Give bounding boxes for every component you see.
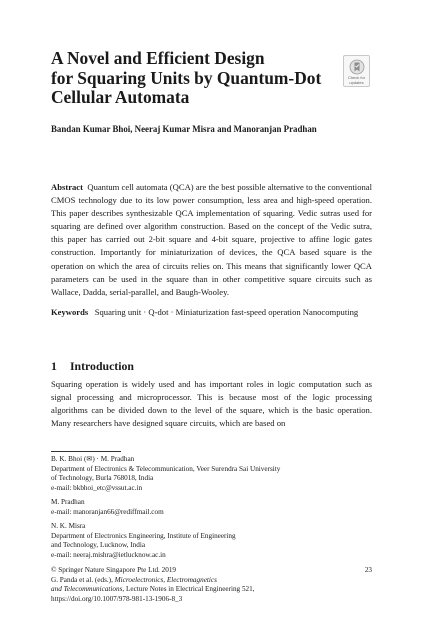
keywords-label: Keywords	[51, 307, 89, 317]
affiliation-line: M. Pradhan	[51, 498, 85, 506]
check-for-updates-badge[interactable]	[343, 55, 370, 87]
affiliation-line: B. K. Bhoi (✉) · M. Pradhan	[51, 455, 135, 463]
section-number: 1	[51, 359, 57, 373]
section-title: Introduction	[69, 359, 134, 373]
doi-link[interactable]: https://doi.org/10.1007/978-981-13-1906-8_3	[51, 595, 183, 604]
affiliation-email[interactable]: e-mail: neeraj.mishra@ietlucknow.ac.in	[51, 551, 166, 560]
copyright-line: © Springer Nature Singapore Pte Ltd. 2019	[51, 566, 177, 574]
affiliation-email[interactable]: e-mail: bkbhoi_etc@vssut.ac.in	[51, 484, 143, 493]
author-list: Bandan Kumar Bhoi, Neeraj Kumar Misra and Manoranjan Pradhan	[51, 124, 317, 134]
badge-label	[348, 76, 365, 85]
affiliation-line: Department of Electronics Engineering, Institute of Engineering	[51, 531, 236, 540]
affiliation-line: and Technology, Lucknow, India	[51, 541, 146, 550]
badge-label-line: Check for	[347, 75, 366, 80]
badge-label-line: updates	[349, 79, 364, 85]
affiliation-line: N. K. Misra	[51, 522, 86, 530]
publication-footer	[51, 566, 372, 605]
affiliation-block	[51, 455, 351, 494]
affiliation-block	[51, 522, 351, 561]
page-number: 23	[364, 566, 372, 574]
abstract-text: Quantum cell automata (QCA) are the best possible alternative to the conventional CMOS technology due to its low power consumption, less area and high-speed operation. This paper describes synthesizable QCA implementation of squaring. Vedic sutras used for squaring are defined over algorithm construction. Based on the concept of the Vedic sutra, this paper has carried out 2-bit square and 4-bit square, projective to affine logic gates construction. Importantly for miniaturization of devices, the QCA based square is the operation on which the area of circuits relies on. This means that significantly lower QCA parameters can be used in the square than in other competitive square circuits such as Wallace, Dadda, serial-parallel, and Baugh-Wooley.	[51, 182, 372, 297]
affiliation-line: Department of Electronics & Telecommunication, Veer Surendra Sai University	[51, 464, 281, 473]
book-title: Microelectronics, Electromagnetics	[114, 575, 217, 584]
editors: G. Panda et al. (eds.),	[51, 575, 115, 584]
footnote-divider	[51, 451, 121, 452]
title-line: A Novel and Efficient Design	[51, 48, 265, 68]
series-info: , Lecture Notes in Electrical Engineering 521,	[122, 585, 255, 594]
introduction-paragraph: Squaring operation is widely used and has important roles in logic computation such as signal processing and microprocessor. This is because most of the logic processing algorithms can be divided down to the level of the square, which is the basic operation. Many researchers have designed square circuits, which are based on	[51, 379, 372, 429]
abstract-label: Abstract	[51, 182, 83, 192]
citation-line	[51, 576, 372, 586]
affiliation-email[interactable]: e-mail: manoranjan66@rediffmail.com	[51, 507, 164, 516]
affiliation-block	[51, 498, 351, 517]
affiliation-line: of Technology, Burla 768018, India	[51, 474, 154, 483]
title-line: for Squaring Units by Quantum-Dot	[51, 67, 322, 88]
title-line: Cellular Automata	[51, 87, 190, 108]
keywords-text: Squaring unit · Q-dot · Miniaturization fast-speed operation Nanocomputing	[94, 307, 359, 317]
section-heading	[51, 359, 134, 374]
citation-line	[51, 585, 372, 595]
paper-title	[51, 49, 351, 108]
book-title: and Telecommunications	[51, 585, 123, 594]
keywords	[51, 306, 372, 319]
bookmark-check-icon	[349, 59, 365, 75]
abstract	[51, 181, 372, 299]
